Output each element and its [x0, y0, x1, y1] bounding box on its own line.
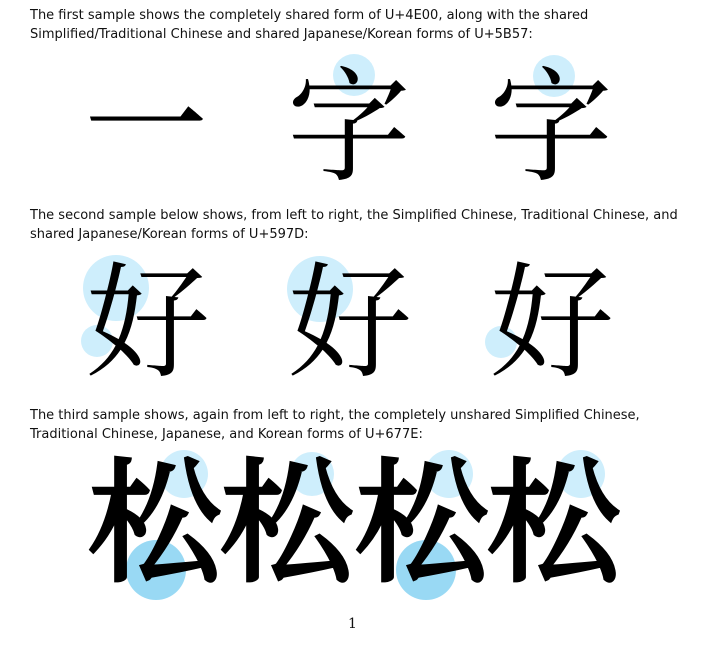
page-number: 1: [348, 616, 357, 632]
glyph-u677e-traditional: 松: [220, 444, 355, 602]
glyph-u677e-korean: 松: [487, 444, 622, 602]
glyph-u677e-simplified: 松: [88, 444, 223, 602]
glyph-u677e-japanese: 松: [355, 444, 490, 602]
glyph-u597d-japanese-korean: 好: [490, 252, 615, 396]
glyph-u5b57-japanese-korean: 字: [489, 56, 614, 200]
glyph-u597d-traditional: 好: [288, 252, 413, 396]
glyph-u5b57-chinese: 字: [287, 56, 412, 200]
glyph-u597d-simplified: 好: [86, 252, 211, 396]
paragraph-third-sample: The third sample shows, again from left to right, the completely unshared Simplified Chinese, Traditional Chinese, Japanese, and Korean forms of U+677E:: [30, 408, 640, 442]
paragraph-first-sample: The first sample shows the completely shared form of U+4E00, along with the shared Simplified/Traditional Chinese and shared Japanese/Korean forms of U+5B57:: [30, 8, 589, 42]
paragraph-second-sample: The second sample below shows, from left to right, the Simplified Chinese, Traditional Chinese, and shared Japanese/Korean forms of U+597D:: [30, 208, 678, 242]
glyph-u4e00: 一: [84, 56, 209, 200]
